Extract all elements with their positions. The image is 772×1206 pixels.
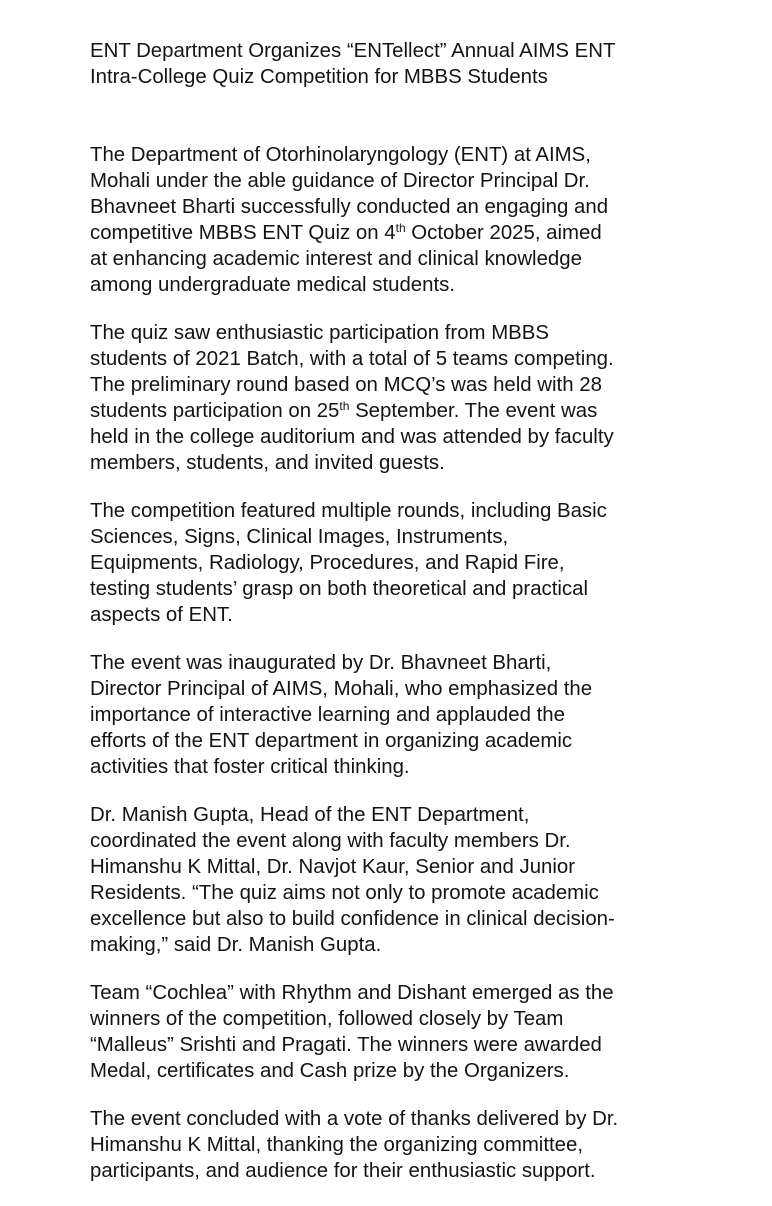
paragraph-inauguration: [90, 650, 760, 780]
text-line: The quiz saw enthusiastic participation from MBBS: [90, 322, 549, 344]
text-line: coordinated the event along with faculty members Dr.: [90, 830, 571, 852]
paragraph-winners: [90, 980, 760, 1084]
paragraph-participation: [90, 320, 760, 476]
text-line: Director Principal of AIMS, Mohali, who emphasized the: [90, 678, 593, 700]
text-line: making,” said Dr. Manish Gupta.: [90, 934, 382, 956]
text-line: Sciences, Signs, Clinical Images, Instruments,: [90, 526, 509, 548]
text-line: aspects of ENT.: [90, 604, 233, 626]
paragraph-intro: [90, 142, 760, 298]
text-line: students participation on 25: [90, 400, 340, 422]
text-line: at enhancing academic interest and clinical knowledge: [90, 248, 582, 270]
title-line: ENT Department Organizes “ENTellect” Annual AIMS ENT: [90, 40, 616, 62]
text-line: students of 2021 Batch, with a total of 5 teams competing.: [90, 348, 614, 370]
text-line: Residents. “The quiz aims not only to promote academic: [90, 882, 599, 904]
title-line: Intra-College Quiz Competition for MBBS Students: [90, 66, 548, 88]
text-line: The Department of Otorhinolaryngology (ENT) at AIMS,: [90, 144, 591, 166]
text-line: testing students’ grasp on both theoretical and practical: [90, 578, 588, 600]
text-line: The preliminary round based on MCQ’s was held with 28: [90, 374, 602, 396]
text-line: Mohali under the able guidance of Director Principal Dr.: [90, 170, 590, 192]
text-line: Equipments, Radiology, Procedures, and Rapid Fire,: [90, 552, 565, 574]
text-line: September. The event was: [349, 400, 598, 422]
text-line: excellence but also to build confidence in clinical decision-: [90, 908, 615, 930]
document-title: [90, 38, 760, 90]
ordinal-suffix: th: [395, 221, 406, 235]
text-line: The competition featured multiple rounds, including Basic: [90, 500, 607, 522]
document-body: [90, 38, 760, 1206]
text-line: winners of the competition, followed closely by Team: [90, 1008, 564, 1030]
text-line: efforts of the ENT department in organizing academic: [90, 730, 573, 752]
paragraph-coordination: [90, 802, 760, 958]
text-line: participants, and audience for their enthusiastic support.: [90, 1160, 596, 1182]
text-line: October 2025, aimed: [405, 222, 602, 244]
text-line: Dr. Manish Gupta, Head of the ENT Department,: [90, 804, 530, 826]
text-line: members, students, and invited guests.: [90, 452, 445, 474]
ordinal-suffix: th: [339, 399, 350, 413]
text-line: The event concluded with a vote of thanks delivered by Dr.: [90, 1108, 619, 1130]
text-line: “Malleus” Srishti and Pragati. The winners were awarded: [90, 1034, 602, 1056]
text-line: Medal, certificates and Cash prize by the Organizers.: [90, 1060, 570, 1082]
text-line: Team “Cochlea” with Rhythm and Dishant emerged as the: [90, 982, 614, 1004]
text-line: The event was inaugurated by Dr. Bhavneet Bharti,: [90, 652, 552, 674]
text-line: importance of interactive learning and applauded the: [90, 704, 565, 726]
paragraph-rounds: [90, 498, 760, 628]
text-line: held in the college auditorium and was attended by faculty: [90, 426, 614, 448]
text-line: Bhavneet Bharti successfully conducted an engaging and: [90, 196, 609, 218]
text-line: Himanshu K Mittal, thanking the organizing committee,: [90, 1134, 584, 1156]
text-line: activities that foster critical thinking.: [90, 756, 410, 778]
text-line: Himanshu K Mittal, Dr. Navjot Kaur, Senior and Junior: [90, 856, 576, 878]
text-line: competitive MBBS ENT Quiz on 4: [90, 222, 396, 244]
text-line: among undergraduate medical students.: [90, 274, 456, 296]
paragraph-conclusion: [90, 1106, 760, 1184]
